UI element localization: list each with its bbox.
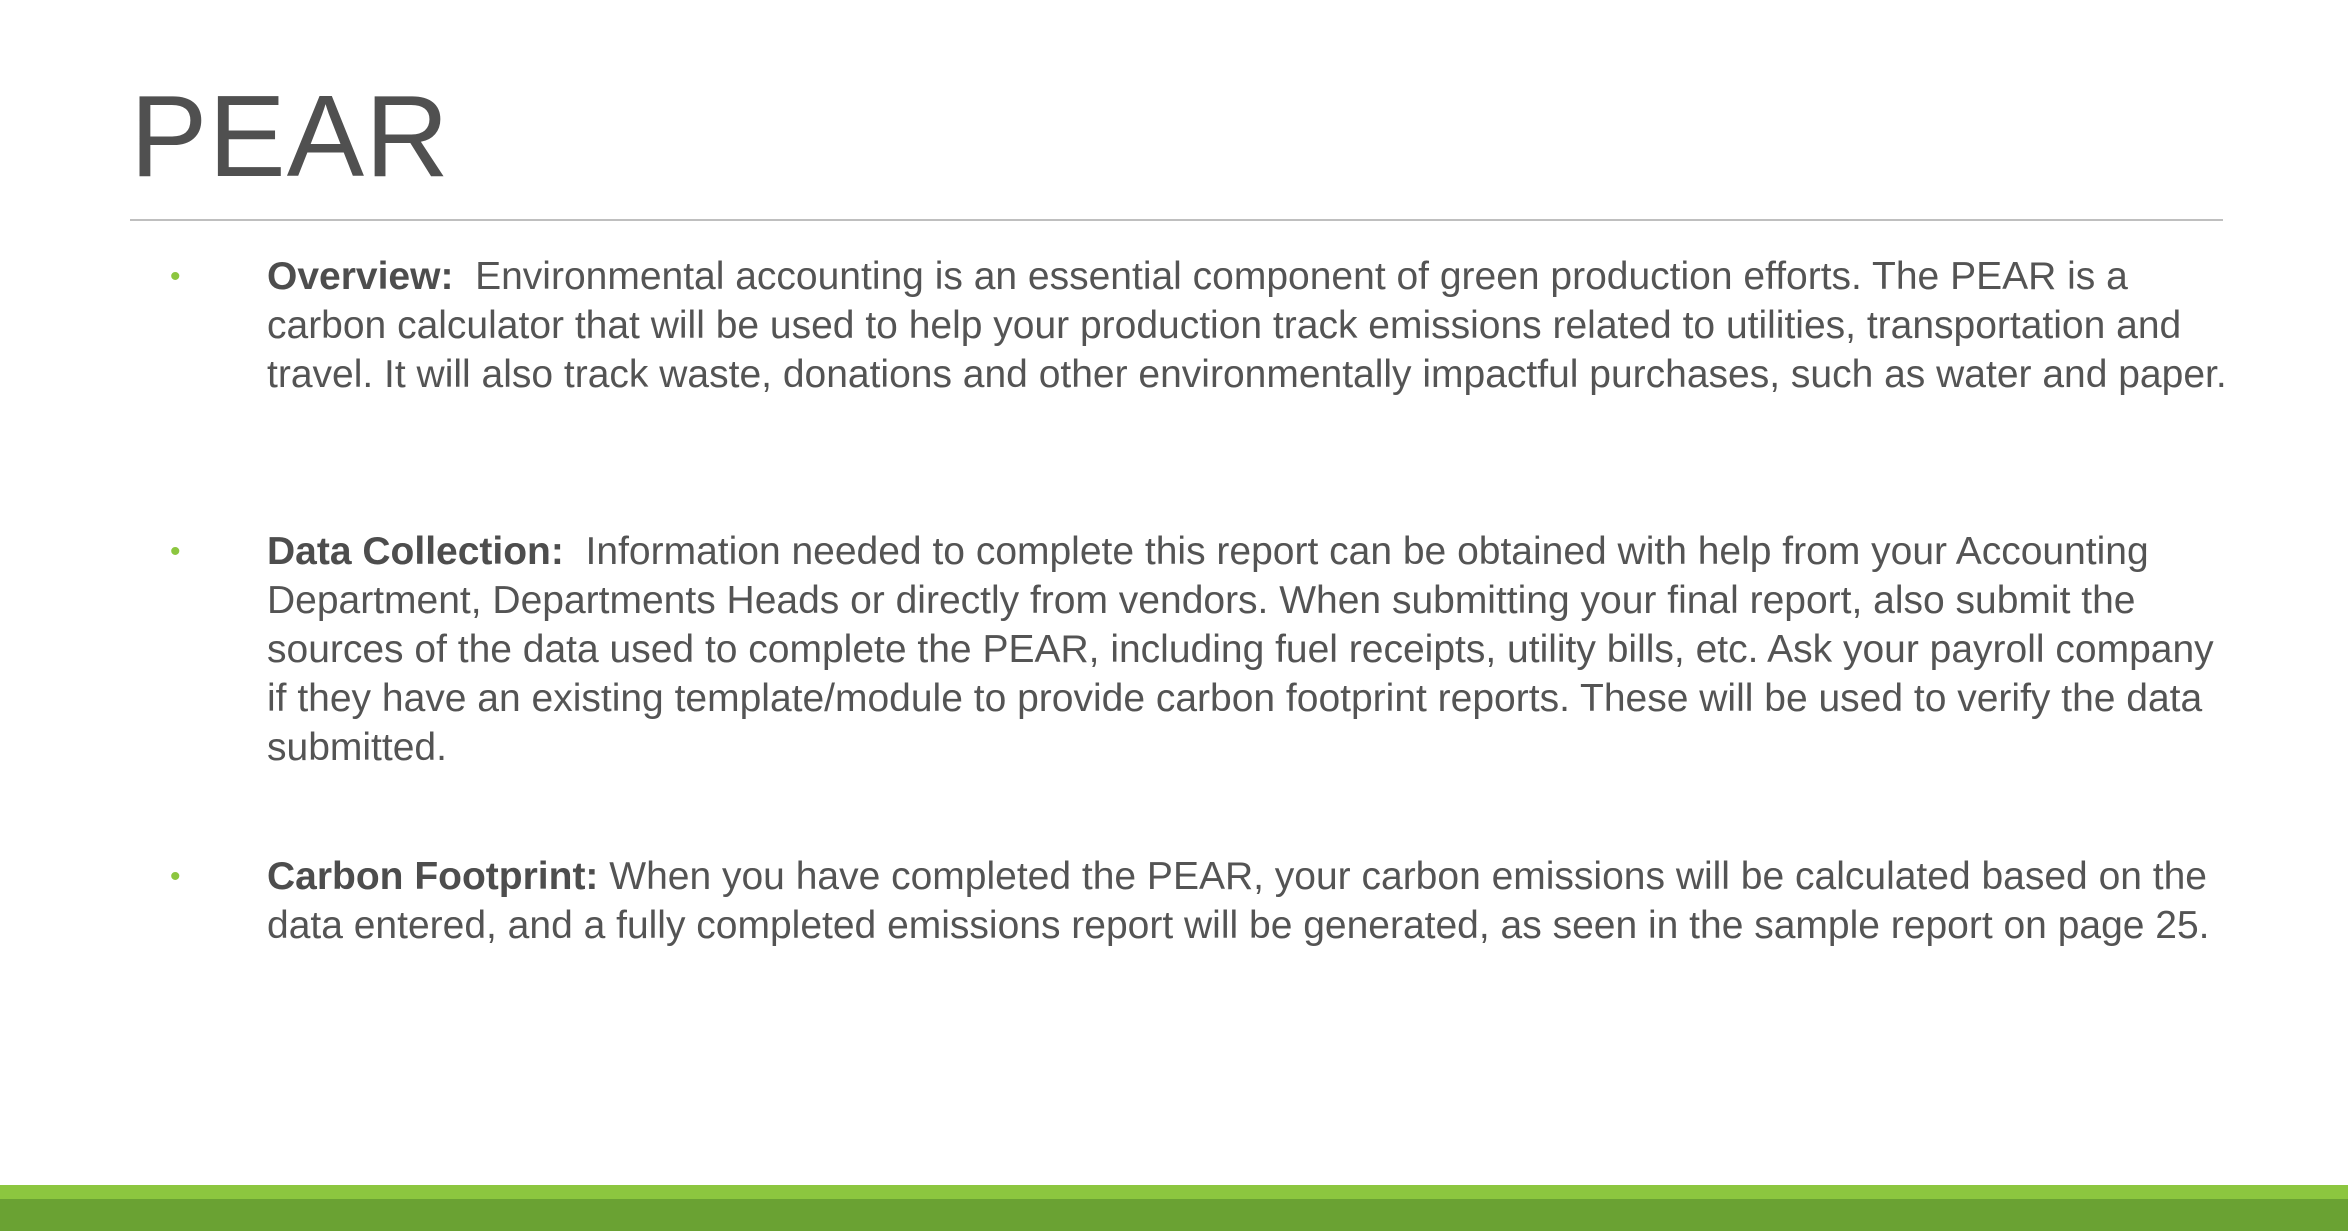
bullet-label: Overview: — [267, 255, 454, 298]
footer-bar — [0, 1199, 2348, 1231]
bullet-carbon-footprint — [267, 852, 2227, 950]
bullet-label: Carbon Footprint: — [267, 855, 599, 898]
bullet-overview — [267, 252, 2227, 399]
footer-accent-bar — [0, 1185, 2348, 1199]
bullet-label: Data Collection: — [267, 530, 564, 573]
bullet-dot-icon: • — [170, 260, 181, 293]
bullet-data-collection — [267, 527, 2227, 772]
bullet-text: Information needed to complete this report can be obtained with help from your Accounting Department, Departments Heads or directly from vendors. When submitting your final report, also submit the sources of the data used to complete the PEAR, including fuel receipts, utility bills, etc. Ask your payroll company if they have an existing template/module to provide carbon footprint reports. These will be used to verify the data submitted. — [267, 530, 2225, 769]
bullet-text: When you have completed the PEAR, your carbon emissions will be calculated based on the data entered, and a fully completed emissions report will be generated, as seen in the sample report on page 25. — [267, 855, 2218, 947]
bullet-text: Environmental accounting is an essential component of green production efforts. The PEAR is a carbon calculator that will be used to help your production track emissions related to utilities, transportation and travel. It will also track waste, donations and other environmentally impactful purchases, such as water and paper. — [267, 255, 2227, 396]
slide-title: PEAR — [130, 71, 450, 201]
bullet-dot-icon: • — [170, 535, 181, 568]
bullet-dot-icon: • — [170, 860, 181, 893]
